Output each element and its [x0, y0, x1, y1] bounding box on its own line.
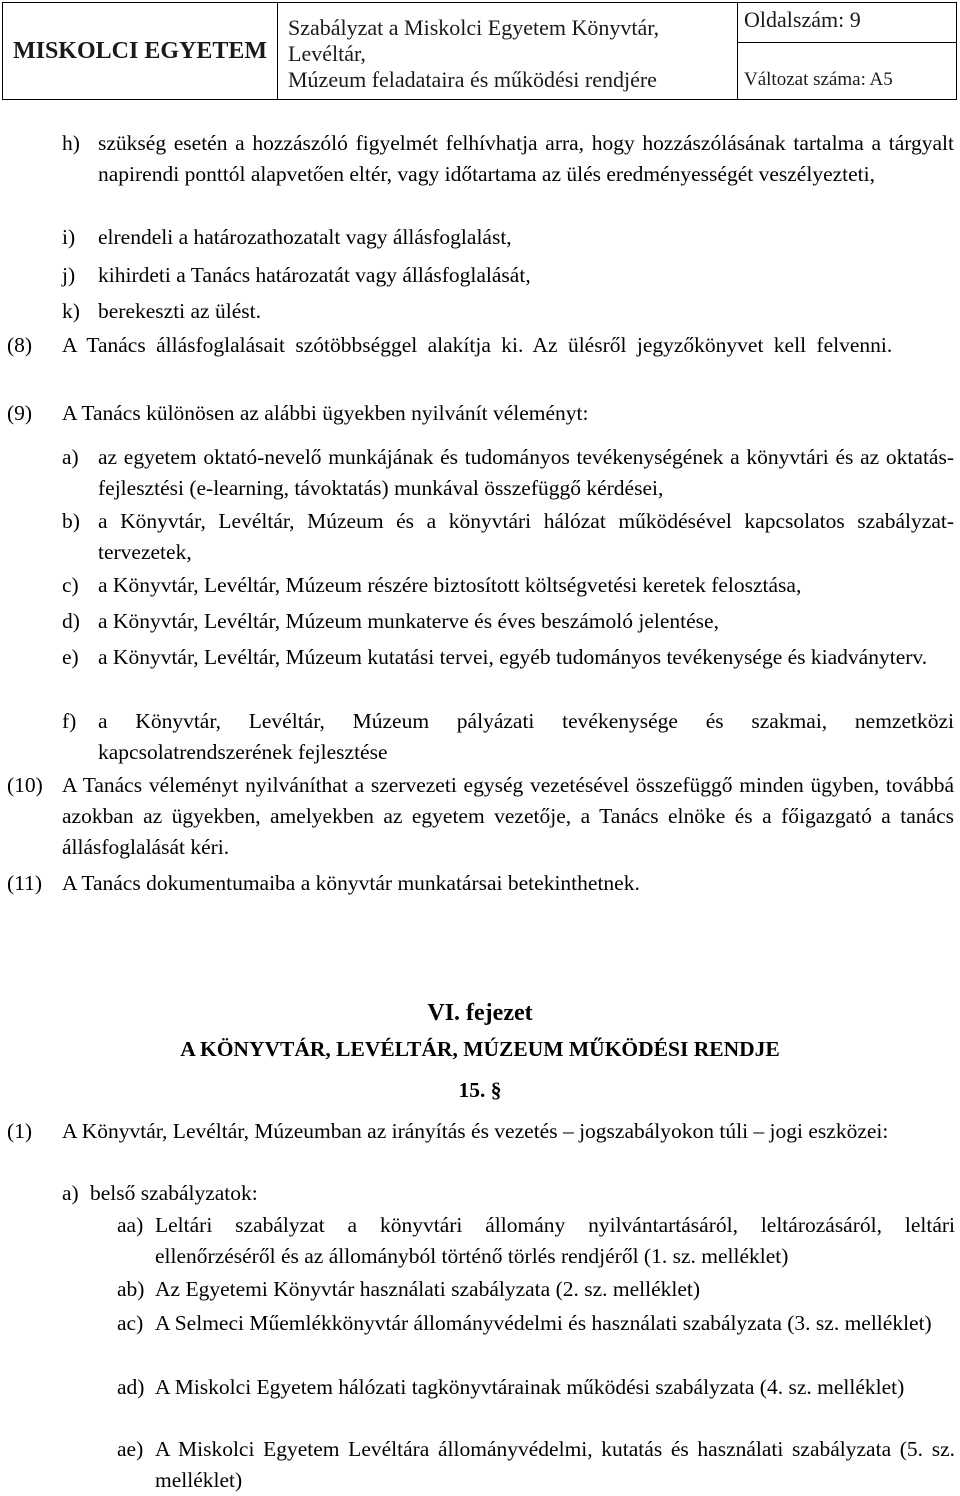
item-text: a Könyvtár, Levéltár, Múzeum munkaterve és éves beszámoló jelentése,: [98, 609, 719, 633]
item-label: a): [62, 1181, 79, 1205]
sub-list-item: [117, 1372, 955, 1403]
university-name: MISKOLCI EGYETEM: [3, 3, 278, 99]
sub-list-item: [117, 1210, 955, 1272]
item-label: a): [62, 445, 79, 469]
paragraph-number: (1): [7, 1119, 33, 1143]
document-title: [278, 3, 738, 99]
paragraph-9: [7, 398, 954, 429]
item-text: az egyetem oktató-nevelő munkájának és tudományos tevékenységének a könyvtári és az oktatás-fejlesztési (e-learning, távoktatás) munkával összefüggő kérdései,: [98, 445, 954, 500]
page-header: [2, 2, 957, 100]
item-text: belső szabályzatok:: [90, 1181, 258, 1205]
paragraph-number: (10): [7, 773, 43, 797]
chapter-title: VI. fejezet: [427, 1000, 533, 1026]
item-text: Leltári szabályzat a könyvtári állomány nyilvántartásáról, leltározásáról, leltári ellenőrzéséről és az állományból történő törlés rendjéről (1. sz. melléklet): [155, 1213, 955, 1268]
item-text: szükség esetén a hozzászóló figyelmét felhívhatja arra, hogy hozzászólásának tartalma a tárgyalt napirendi ponttól alapvetően eltér, vagy időtartama az ülés eredményességét veszélyezteti,: [98, 131, 954, 186]
item-text: a Könyvtár, Levéltár, Múzeum kutatási tervei, egyéb tudományos tevékenysége és kiadványterv.: [98, 645, 928, 669]
item-label: aa): [117, 1213, 144, 1237]
list-item: [62, 706, 954, 768]
paragraph-number: (9): [7, 401, 33, 425]
item-text: A Miskolci Egyetem hálózati tagkönyvtárainak működési szabályzata (4. sz. melléklet): [155, 1375, 905, 1399]
item-text: berekeszti az ülést.: [98, 299, 261, 323]
item-label: i): [62, 225, 76, 249]
item-label: d): [62, 609, 80, 633]
paragraph-8: [7, 330, 954, 361]
item-text: A Miskolci Egyetem Levéltára állományvédelmi, kutatás és használati szabályzata (5. sz. melléklet): [155, 1437, 955, 1492]
paragraph-text: A Tanács különösen az alábbi ügyekben nyilvánít véleményt:: [62, 401, 589, 425]
item-label: b): [62, 509, 80, 533]
section-15-paragraph-1: [7, 1116, 954, 1147]
item-label: ae): [117, 1437, 144, 1461]
item-label: e): [62, 645, 79, 669]
item-text: a Könyvtár, Levéltár, Múzeum részére biztosított költségvetési keretek felosztása,: [98, 573, 802, 597]
item-text: Az Egyetemi Könyvtár használati szabályzata (2. sz. melléklet): [155, 1277, 701, 1301]
list-item: [62, 570, 954, 601]
document-title-line1: Szabályzat a Miskolci Egyetem Könyvtár, Levéltár,: [288, 15, 660, 66]
sub-list-item: [117, 1274, 955, 1305]
item-text: elrendeli a határozathozatalt vagy állásfoglalást,: [98, 225, 512, 249]
item-label: ac): [117, 1311, 144, 1335]
item-text: kihirdeti a Tanács határozatát vagy állásfoglalását,: [98, 263, 531, 287]
paragraph-10: [7, 770, 954, 863]
item-text: a Könyvtár, Levéltár, Múzeum és a könyvtári hálózat működésével kapcsolatos szabályzat-tervezetek,: [98, 509, 954, 564]
list-item: [62, 642, 954, 673]
document-title-line2: Múzeum feladataira és működési rendjére: [288, 67, 657, 92]
item-text: A Selmeci Műemlékkönyvtár állományvédelmi és használati szabályzata (3. sz. melléklet): [155, 1311, 932, 1335]
paragraph-text: A Tanács dokumentumaiba a könyvtár munkatársai betekinthetnek.: [62, 871, 640, 895]
paragraph-text: A Tanács állásfoglalásait szótöbbséggel alakítja ki. Az ülésről jegyzőkönyvet kell felvenni.: [62, 333, 893, 357]
item-label: ad): [117, 1375, 145, 1399]
item-label: h): [62, 131, 80, 155]
paragraph-11: [7, 868, 954, 899]
sub-list-item: [117, 1308, 955, 1339]
item-label: j): [62, 263, 76, 287]
chapter-subtitle: A KÖNYVTÁR, LEVÉLTÁR, MÚZEUM MŰKÖDÉSI RENDJE: [180, 1037, 780, 1061]
item-label: f): [62, 709, 77, 733]
paragraph-number: (8): [7, 333, 33, 357]
item-label: k): [62, 299, 80, 323]
page-number: Oldalszám: 9: [738, 3, 956, 43]
paragraph-text: A Tanács véleményt nyilváníthat a szervezeti egység vezetésével összefüggő minden ügyben, továbbá azokban az ügyekben, amelyekben az egyetem vezetője, a Tanács elnöke és a főigazgató a tanács állásfoglalását kéri.: [62, 773, 954, 859]
version-number: Változat száma: A5: [744, 69, 893, 90]
paragraph-text: A Könyvtár, Levéltár, Múzeumban az irányítás és vezetés – jogszabályokon túli – jogi eszközei:: [62, 1119, 889, 1143]
item-label: c): [62, 573, 79, 597]
sub-list-item: [117, 1434, 955, 1496]
item-label: ab): [117, 1277, 145, 1301]
list-item: [62, 128, 954, 190]
list-item: [62, 606, 954, 637]
section-number: 15. §: [458, 1078, 502, 1102]
list-item: [62, 506, 954, 568]
list-item: [62, 442, 954, 504]
item-text: a Könyvtár, Levéltár, Múzeum pályázati tevékenysége és szakmai, nemzetközi kapcsolatrendszerének fejlesztése: [98, 709, 954, 764]
paragraph-number: (11): [7, 871, 43, 895]
